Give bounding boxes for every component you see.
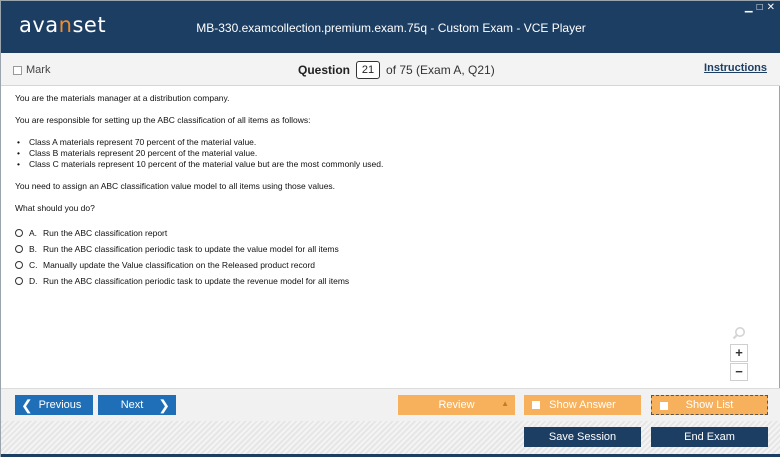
window-controls <box>745 3 775 13</box>
checkbox-icon <box>532 401 540 409</box>
save-session-button[interactable] <box>524 427 641 447</box>
previous-button[interactable] <box>15 395 93 415</box>
search-icon[interactable] <box>732 326 746 340</box>
bullet-item: • Class A materials represent 70 percent of the material value. <box>15 137 755 148</box>
mark-label: Mark <box>26 64 51 76</box>
question-body <box>15 93 755 289</box>
zoom-out-button[interactable] <box>730 363 748 381</box>
instructions-link[interactable]: Instructions <box>704 62 767 74</box>
question-paragraph: You are responsible for setting up the ABC classification of all items as follows: <box>15 115 311 125</box>
radio-button[interactable] <box>15 277 23 285</box>
window-title: MB-330.examcollection.premium.exam.75q - Custom Exam - VCE Player <box>196 21 586 35</box>
bullet-item: • Class B materials represent 20 percent of the material value. <box>15 148 755 159</box>
radio-button[interactable] <box>15 245 23 253</box>
option-letter: C. <box>29 259 38 270</box>
end-exam-button[interactable] <box>651 427 768 447</box>
answer-option-a[interactable] <box>15 225 755 241</box>
plus-icon: + <box>735 345 743 360</box>
bullet-list <box>15 137 755 170</box>
show-list-button[interactable] <box>651 395 768 415</box>
answer-options <box>15 225 755 289</box>
checkbox-icon <box>660 402 668 410</box>
option-text: Manually update the Value classification on the Released product record <box>43 259 316 270</box>
save-session-label: Save Session <box>548 431 617 443</box>
option-text: Run the ABC classification periodic task to update the value model for all items <box>43 243 339 254</box>
review-button[interactable] <box>398 395 515 415</box>
zoom-in-button[interactable] <box>730 344 748 362</box>
next-button[interactable] <box>98 395 176 415</box>
question-of-text: of 75 (Exam A, Q21) <box>386 63 495 77</box>
question-prompt: What should you do? <box>15 203 95 213</box>
show-answer-label: Show Answer <box>549 399 616 411</box>
option-text: Run the ABC classification report <box>43 227 168 238</box>
question-word: Question <box>298 63 351 77</box>
option-text: Run the ABC classification periodic task to update the revenue model for all items <box>43 275 350 286</box>
chevron-right-icon: ❯ <box>158 397 170 413</box>
logo-text-accent: n <box>58 13 73 37</box>
bottom-bar <box>1 421 780 457</box>
checkbox-icon <box>13 66 22 75</box>
mark-checkbox[interactable] <box>13 64 50 76</box>
answer-option-c[interactable] <box>15 257 755 273</box>
question-paragraph: You are the materials manager at a distribution company. <box>15 93 230 103</box>
navigation-bar <box>1 388 780 421</box>
minimize-button[interactable]: ▁ <box>744 2 753 13</box>
option-letter: B. <box>29 243 38 254</box>
previous-label: Previous <box>38 399 82 411</box>
triangle-up-icon: ▲ <box>501 399 509 408</box>
restore-button[interactable]: □ <box>756 2 763 13</box>
logo-text-left: ava <box>19 13 59 37</box>
question-number-input[interactable]: 21 <box>356 61 380 79</box>
close-button[interactable]: ✕ <box>766 2 775 13</box>
end-exam-label: End Exam <box>684 431 735 443</box>
answer-option-b[interactable] <box>15 241 755 257</box>
review-label: Review <box>438 399 475 411</box>
minus-icon: − <box>735 364 743 379</box>
show-answer-button[interactable] <box>524 395 641 415</box>
option-letter: A. <box>29 227 38 238</box>
next-label: Next <box>120 399 144 411</box>
question-paragraph: You need to assign an ABC classification value model to all items using those values. <box>15 181 336 191</box>
bullet-item: • Class C materials represent 10 percent of the material value but are the most commonly used. <box>15 159 755 170</box>
radio-button[interactable] <box>15 261 23 269</box>
chevron-left-icon: ❮ <box>21 397 33 413</box>
question-header <box>1 53 780 86</box>
question-counter <box>298 61 495 79</box>
show-list-label: Show List <box>685 399 734 411</box>
answer-option-d[interactable] <box>15 273 755 289</box>
option-letter: D. <box>29 275 38 286</box>
logo-text-right: set <box>72 13 107 37</box>
radio-button[interactable] <box>15 229 23 237</box>
title-bar <box>1 1 780 53</box>
